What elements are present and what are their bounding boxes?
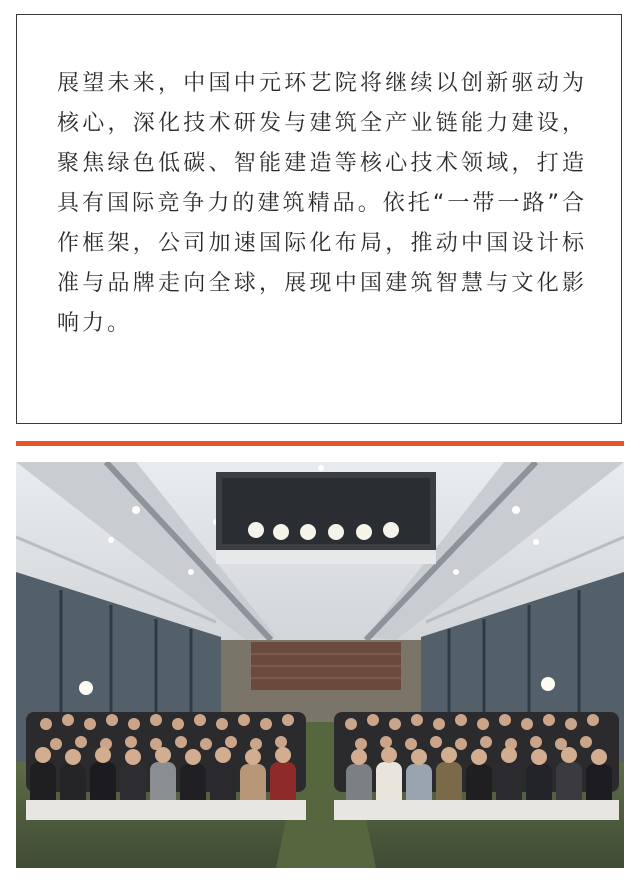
- text-frame: [16, 14, 622, 424]
- accent-divider: [16, 441, 624, 446]
- group-photo-illustration: [16, 462, 624, 868]
- article-paragraph: 展望未来，中国中元环艺院将继续以创新驱动为核心，深化技术研发与建筑全产业链能力建设，聚焦绿色低碳、智能建造等核心技术领域，打造具有国际竞争力的建筑精品。依托“一带一路”合作框架，公司加速国际化布局，推动中国设计标准与品牌走向全球，展现中国建筑智慧与文化影响力。: [57, 71, 587, 336]
- group-photo: [16, 462, 624, 868]
